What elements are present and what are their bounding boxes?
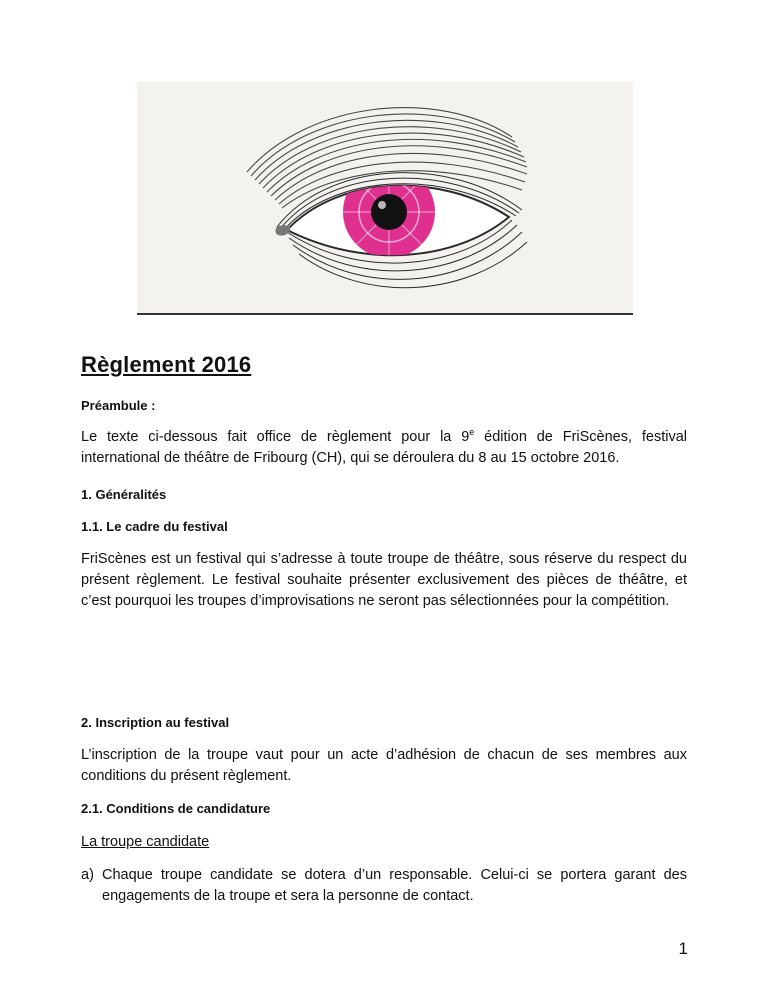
section-2-paragraph: L’inscription de la troupe vaut pour un acte d’adhésion de chacun de ses membres aux conditions du présent règlement. bbox=[81, 747, 687, 784]
section-1-1-paragraph: FriScènes est un festival qui s’adresse à toute troupe de théâtre, sous réserve du respect du présent règlement. Le festival souhaite présenter exclusivement des pièces de théâtre, et c’est pourquoi les troupes d’improvisations ne seront pas sélectionnées pour la compétition. bbox=[81, 551, 687, 609]
section-1-1-heading: 1.1. Le cadre du festival bbox=[81, 519, 228, 534]
preamble-text-end: édition de FriScènes, festival international de théâtre de Fribourg (CH), qui se déroulera du 8 au 15 octobre 2016. bbox=[81, 429, 687, 466]
superscript-e: e bbox=[469, 427, 475, 438]
section-2-1-heading: 2.1. Conditions de candidature bbox=[81, 801, 271, 816]
preamble-paragraph bbox=[81, 427, 687, 469]
candidate-troupe-subheading: La troupe candidate bbox=[81, 834, 210, 850]
list-marker: a) bbox=[81, 867, 94, 883]
document-title: Règlement 2016 bbox=[81, 352, 252, 377]
preamble-heading: Préambule : bbox=[81, 398, 156, 413]
section-1-heading: 1. Généralités bbox=[81, 487, 167, 502]
section-2-heading: 2. Inscription au festival bbox=[81, 715, 230, 730]
eye-illustration bbox=[137, 82, 633, 314]
list-item-text: Chaque troupe candidate se dotera d’un responsable. Celui-ci se portera garant des engagements de la troupe et sera la personne de contact. bbox=[102, 867, 687, 904]
page-number: 1 bbox=[678, 939, 688, 958]
header-divider bbox=[137, 313, 633, 315]
preamble-text-start: Le texte ci-dessous fait office de règlement pour la 9 bbox=[81, 429, 470, 445]
